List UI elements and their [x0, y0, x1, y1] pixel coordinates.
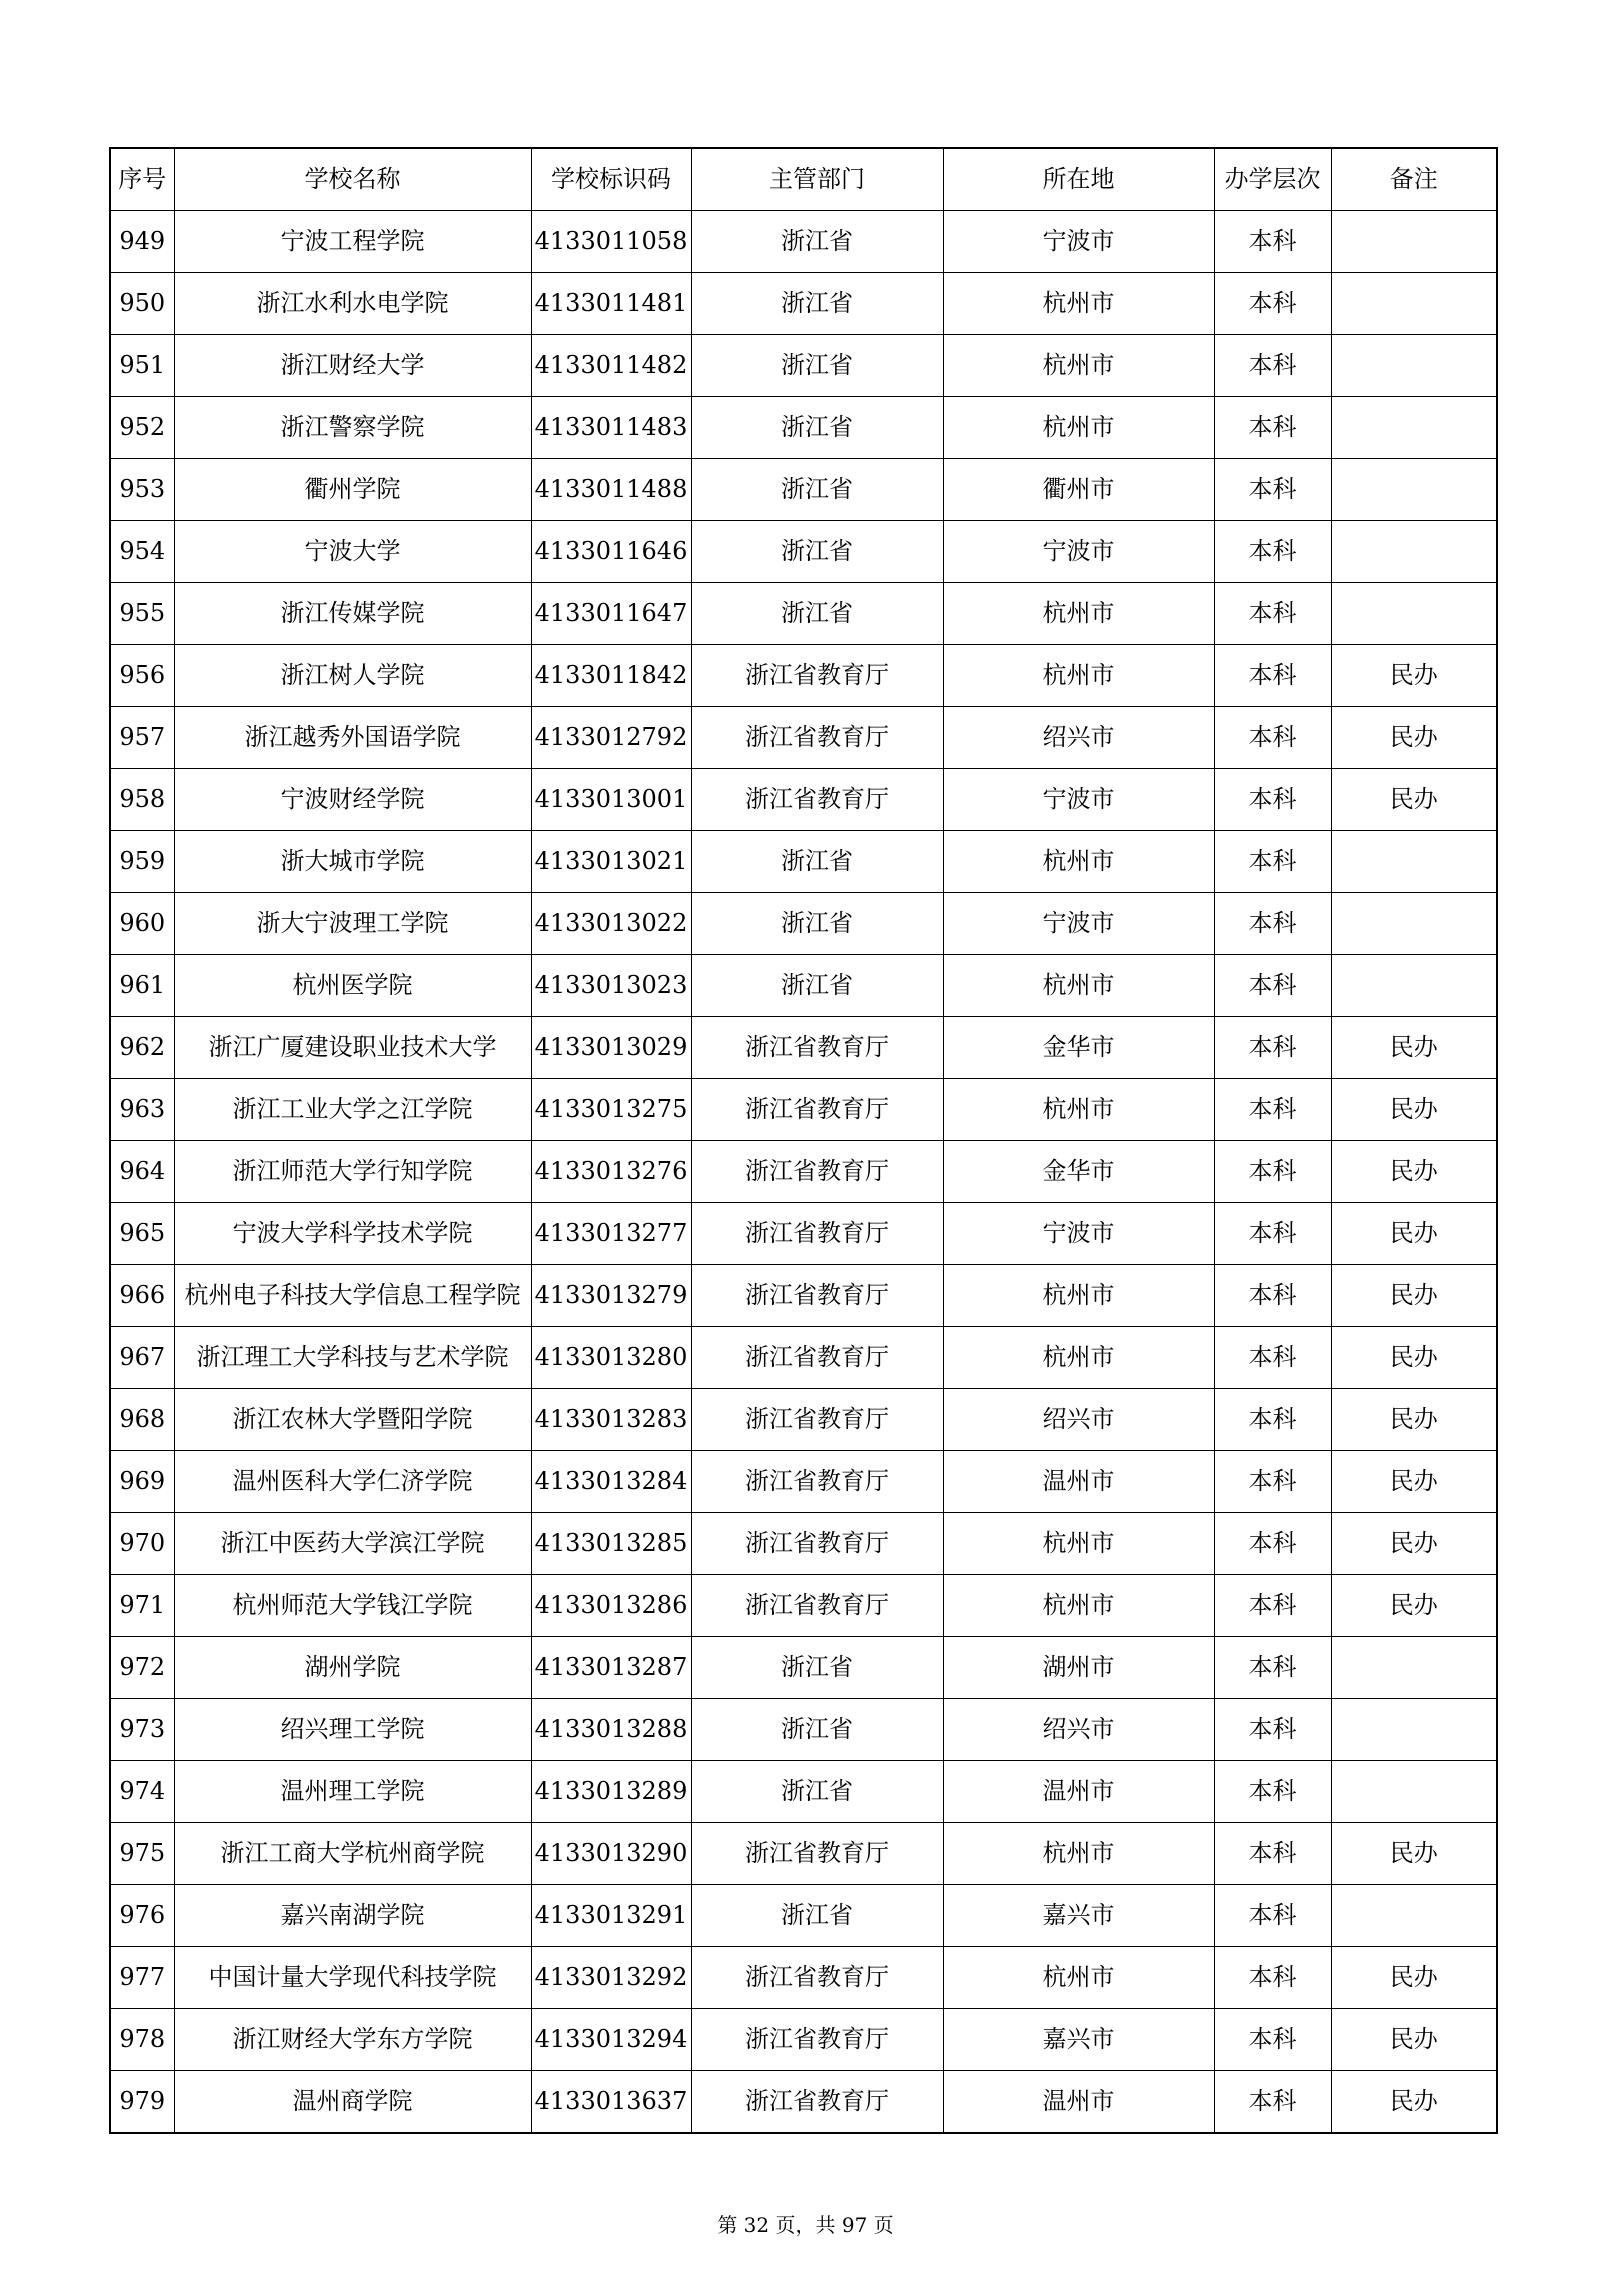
school-name-cell: 杭州电子科技大学信息工程学院: [174, 1265, 531, 1327]
school-code-cell: 4133013022: [531, 893, 691, 955]
table-row: [110, 1637, 1497, 1699]
level-cell: 本科: [1214, 1513, 1331, 1575]
school-name-cell: 宁波大学: [174, 521, 531, 583]
school-code-cell: 4133013288: [531, 1699, 691, 1761]
table-row: [110, 211, 1497, 273]
level-cell: 本科: [1214, 769, 1331, 831]
remark-cell: [1331, 1761, 1497, 1823]
table-row: [110, 645, 1497, 707]
seq-cell: 960: [110, 893, 174, 955]
school-code-cell: 4133013279: [531, 1265, 691, 1327]
table-row: [110, 2009, 1497, 2071]
school-code-cell: 4133011646: [531, 521, 691, 583]
department-cell: 浙江省教育厅: [691, 1823, 943, 1885]
seq-cell: 961: [110, 955, 174, 1017]
department-cell: 浙江省: [691, 831, 943, 893]
remark-cell: 民办: [1331, 1947, 1497, 2009]
seq-cell: 966: [110, 1265, 174, 1327]
level-cell: 本科: [1214, 211, 1331, 273]
level-cell: 本科: [1214, 273, 1331, 335]
school-code-cell: 4133013023: [531, 955, 691, 1017]
level-cell: 本科: [1214, 1885, 1331, 1947]
remark-cell: 民办: [1331, 1575, 1497, 1637]
school-name-cell: 嘉兴南湖学院: [174, 1885, 531, 1947]
seq-cell: 975: [110, 1823, 174, 1885]
location-cell: 金华市: [943, 1141, 1214, 1203]
level-cell: 本科: [1214, 1823, 1331, 1885]
header-cell: 学校名称: [174, 148, 531, 211]
school-code-cell: 4133011482: [531, 335, 691, 397]
seq-cell: 976: [110, 1885, 174, 1947]
location-cell: 宁波市: [943, 211, 1214, 273]
remark-cell: [1331, 211, 1497, 273]
level-cell: 本科: [1214, 397, 1331, 459]
table-row: [110, 1451, 1497, 1513]
seq-cell: 971: [110, 1575, 174, 1637]
remark-cell: 民办: [1331, 769, 1497, 831]
seq-cell: 969: [110, 1451, 174, 1513]
department-cell: 浙江省教育厅: [691, 1265, 943, 1327]
table-row: [110, 1141, 1497, 1203]
header-cell: 所在地: [943, 148, 1214, 211]
table-row: [110, 1203, 1497, 1265]
location-cell: 杭州市: [943, 1823, 1214, 1885]
location-cell: 宁波市: [943, 769, 1214, 831]
department-cell: 浙江省: [691, 521, 943, 583]
level-cell: 本科: [1214, 1203, 1331, 1265]
header-cell: 办学层次: [1214, 148, 1331, 211]
page-number: 第 32 页，共 97 页: [717, 2213, 894, 2237]
remark-cell: 民办: [1331, 645, 1497, 707]
location-cell: 绍兴市: [943, 707, 1214, 769]
department-cell: 浙江省教育厅: [691, 1451, 943, 1513]
location-cell: 金华市: [943, 1017, 1214, 1079]
seq-cell: 957: [110, 707, 174, 769]
location-cell: 杭州市: [943, 645, 1214, 707]
school-name-cell: 绍兴理工学院: [174, 1699, 531, 1761]
table-header-row: [110, 148, 1497, 211]
seq-cell: 952: [110, 397, 174, 459]
table-row: [110, 1947, 1497, 2009]
table-row: [110, 335, 1497, 397]
table-row: [110, 1327, 1497, 1389]
level-cell: 本科: [1214, 1761, 1331, 1823]
level-cell: 本科: [1214, 1947, 1331, 2009]
level-cell: 本科: [1214, 521, 1331, 583]
department-cell: 浙江省教育厅: [691, 769, 943, 831]
remark-cell: 民办: [1331, 1017, 1497, 1079]
school-name-cell: 浙江水利水电学院: [174, 273, 531, 335]
level-cell: 本科: [1214, 2071, 1331, 2134]
table-row: [110, 1761, 1497, 1823]
level-cell: 本科: [1214, 1389, 1331, 1451]
department-cell: 浙江省教育厅: [691, 1575, 943, 1637]
table-row: [110, 955, 1497, 1017]
location-cell: 杭州市: [943, 831, 1214, 893]
location-cell: 杭州市: [943, 583, 1214, 645]
remark-cell: 民办: [1331, 1823, 1497, 1885]
header-cell: 学校标识码: [531, 148, 691, 211]
location-cell: 杭州市: [943, 397, 1214, 459]
location-cell: 杭州市: [943, 1327, 1214, 1389]
seq-cell: 954: [110, 521, 174, 583]
remark-cell: 民办: [1331, 1513, 1497, 1575]
level-cell: 本科: [1214, 1079, 1331, 1141]
remark-cell: [1331, 955, 1497, 1017]
school-code-cell: 4133011058: [531, 211, 691, 273]
location-cell: 杭州市: [943, 1947, 1214, 2009]
department-cell: 浙江省教育厅: [691, 2071, 943, 2134]
remark-cell: [1331, 273, 1497, 335]
remark-cell: [1331, 1885, 1497, 1947]
remark-cell: 民办: [1331, 1389, 1497, 1451]
location-cell: 温州市: [943, 1451, 1214, 1513]
school-code-cell: 4133013285: [531, 1513, 691, 1575]
remark-cell: [1331, 831, 1497, 893]
department-cell: 浙江省: [691, 211, 943, 273]
school-code-cell: 4133013277: [531, 1203, 691, 1265]
department-cell: 浙江省: [691, 397, 943, 459]
school-name-cell: 浙江工商大学杭州商学院: [174, 1823, 531, 1885]
department-cell: 浙江省教育厅: [691, 1017, 943, 1079]
school-list-table: [109, 147, 1498, 2134]
location-cell: 杭州市: [943, 1265, 1214, 1327]
department-cell: 浙江省教育厅: [691, 1203, 943, 1265]
level-cell: 本科: [1214, 335, 1331, 397]
location-cell: 杭州市: [943, 273, 1214, 335]
department-cell: 浙江省教育厅: [691, 645, 943, 707]
school-code-cell: 4133013286: [531, 1575, 691, 1637]
remark-cell: [1331, 583, 1497, 645]
remark-cell: [1331, 1699, 1497, 1761]
department-cell: 浙江省: [691, 955, 943, 1017]
remark-cell: [1331, 521, 1497, 583]
table-row: [110, 769, 1497, 831]
school-name-cell: 浙江财经大学: [174, 335, 531, 397]
school-name-cell: 浙江师范大学行知学院: [174, 1141, 531, 1203]
remark-cell: [1331, 1637, 1497, 1699]
department-cell: 浙江省: [691, 1699, 943, 1761]
level-cell: 本科: [1214, 583, 1331, 645]
level-cell: 本科: [1214, 1575, 1331, 1637]
seq-cell: 953: [110, 459, 174, 521]
school-code-cell: 4133011483: [531, 397, 691, 459]
level-cell: 本科: [1214, 1017, 1331, 1079]
seq-cell: 955: [110, 583, 174, 645]
school-name-cell: 浙江传媒学院: [174, 583, 531, 645]
seq-cell: 962: [110, 1017, 174, 1079]
seq-cell: 977: [110, 1947, 174, 2009]
seq-cell: 972: [110, 1637, 174, 1699]
remark-cell: 民办: [1331, 1265, 1497, 1327]
table-row: [110, 459, 1497, 521]
table-row: [110, 1699, 1497, 1761]
remark-cell: 民办: [1331, 1141, 1497, 1203]
table-row: [110, 521, 1497, 583]
level-cell: 本科: [1214, 707, 1331, 769]
school-code-cell: 4133012792: [531, 707, 691, 769]
header-cell: 备注: [1331, 148, 1497, 211]
location-cell: 宁波市: [943, 521, 1214, 583]
location-cell: 杭州市: [943, 1513, 1214, 1575]
table-row: [110, 893, 1497, 955]
school-name-cell: 温州理工学院: [174, 1761, 531, 1823]
school-code-cell: 4133013029: [531, 1017, 691, 1079]
department-cell: 浙江省: [691, 1885, 943, 1947]
header-cell: 主管部门: [691, 148, 943, 211]
level-cell: 本科: [1214, 1451, 1331, 1513]
table-row: [110, 2071, 1497, 2134]
school-code-cell: 4133011488: [531, 459, 691, 521]
department-cell: 浙江省: [691, 583, 943, 645]
location-cell: 衢州市: [943, 459, 1214, 521]
school-name-cell: 浙江财经大学东方学院: [174, 2009, 531, 2071]
seq-cell: 973: [110, 1699, 174, 1761]
school-name-cell: 浙江中医药大学滨江学院: [174, 1513, 531, 1575]
location-cell: 湖州市: [943, 1637, 1214, 1699]
school-code-cell: 4133013284: [531, 1451, 691, 1513]
remark-cell: 民办: [1331, 1327, 1497, 1389]
remark-cell: 民办: [1331, 2071, 1497, 2134]
department-cell: 浙江省: [691, 459, 943, 521]
header-cell: 序号: [110, 148, 174, 211]
table-row: [110, 1513, 1497, 1575]
seq-cell: 958: [110, 769, 174, 831]
school-code-cell: 4133011842: [531, 645, 691, 707]
seq-cell: 963: [110, 1079, 174, 1141]
location-cell: 嘉兴市: [943, 2009, 1214, 2071]
department-cell: 浙江省教育厅: [691, 1079, 943, 1141]
location-cell: 宁波市: [943, 1203, 1214, 1265]
seq-cell: 979: [110, 2071, 174, 2134]
department-cell: 浙江省教育厅: [691, 2009, 943, 2071]
school-name-cell: 温州医科大学仁济学院: [174, 1451, 531, 1513]
remark-cell: 民办: [1331, 707, 1497, 769]
school-name-cell: 中国计量大学现代科技学院: [174, 1947, 531, 2009]
table-row: [110, 1823, 1497, 1885]
school-code-cell: 4133013021: [531, 831, 691, 893]
department-cell: 浙江省: [691, 1761, 943, 1823]
school-name-cell: 浙江警察学院: [174, 397, 531, 459]
remark-cell: 民办: [1331, 1451, 1497, 1513]
remark-cell: [1331, 893, 1497, 955]
level-cell: 本科: [1214, 1265, 1331, 1327]
location-cell: 嘉兴市: [943, 1885, 1214, 1947]
school-name-cell: 宁波大学科学技术学院: [174, 1203, 531, 1265]
school-code-cell: 4133013276: [531, 1141, 691, 1203]
school-code-cell: 4133013001: [531, 769, 691, 831]
table-row: [110, 1575, 1497, 1637]
table-row: [110, 1389, 1497, 1451]
location-cell: 温州市: [943, 2071, 1214, 2134]
school-name-cell: 温州商学院: [174, 2071, 531, 2134]
school-code-cell: 4133013280: [531, 1327, 691, 1389]
school-name-cell: 浙大城市学院: [174, 831, 531, 893]
seq-cell: 968: [110, 1389, 174, 1451]
school-code-cell: 4133011481: [531, 273, 691, 335]
school-code-cell: 4133013287: [531, 1637, 691, 1699]
level-cell: 本科: [1214, 893, 1331, 955]
seq-cell: 965: [110, 1203, 174, 1265]
level-cell: 本科: [1214, 1141, 1331, 1203]
school-name-cell: 浙江广厦建设职业技术大学: [174, 1017, 531, 1079]
school-name-cell: 宁波工程学院: [174, 211, 531, 273]
table-row: [110, 707, 1497, 769]
school-name-cell: 杭州医学院: [174, 955, 531, 1017]
seq-cell: 950: [110, 273, 174, 335]
seq-cell: 974: [110, 1761, 174, 1823]
seq-cell: 978: [110, 2009, 174, 2071]
school-code-cell: 4133013292: [531, 1947, 691, 2009]
school-name-cell: 浙江理工大学科技与艺术学院: [174, 1327, 531, 1389]
department-cell: 浙江省: [691, 1637, 943, 1699]
location-cell: 杭州市: [943, 1079, 1214, 1141]
remark-cell: 民办: [1331, 1079, 1497, 1141]
location-cell: 绍兴市: [943, 1699, 1214, 1761]
location-cell: 温州市: [943, 1761, 1214, 1823]
school-code-cell: 4133013275: [531, 1079, 691, 1141]
school-name-cell: 湖州学院: [174, 1637, 531, 1699]
school-code-cell: 4133013294: [531, 2009, 691, 2071]
school-name-cell: 浙江树人学院: [174, 645, 531, 707]
school-name-cell: 浙江工业大学之江学院: [174, 1079, 531, 1141]
seq-cell: 964: [110, 1141, 174, 1203]
remark-cell: 民办: [1331, 2009, 1497, 2071]
department-cell: 浙江省教育厅: [691, 707, 943, 769]
location-cell: 绍兴市: [943, 1389, 1214, 1451]
school-name-cell: 宁波财经学院: [174, 769, 531, 831]
level-cell: 本科: [1214, 955, 1331, 1017]
school-name-cell: 衢州学院: [174, 459, 531, 521]
school-code-cell: 4133011647: [531, 583, 691, 645]
location-cell: 宁波市: [943, 893, 1214, 955]
location-cell: 杭州市: [943, 1575, 1214, 1637]
level-cell: 本科: [1214, 2009, 1331, 2071]
remark-cell: 民办: [1331, 1203, 1497, 1265]
department-cell: 浙江省教育厅: [691, 1513, 943, 1575]
table-row: [110, 397, 1497, 459]
seq-cell: 967: [110, 1327, 174, 1389]
department-cell: 浙江省: [691, 893, 943, 955]
table-row: [110, 1885, 1497, 1947]
school-name-cell: 浙江农林大学暨阳学院: [174, 1389, 531, 1451]
remark-cell: [1331, 397, 1497, 459]
table-body: [110, 211, 1497, 2134]
table-row: [110, 583, 1497, 645]
school-name-cell: 浙江越秀外国语学院: [174, 707, 531, 769]
location-cell: 杭州市: [943, 955, 1214, 1017]
department-cell: 浙江省教育厅: [691, 1327, 943, 1389]
seq-cell: 959: [110, 831, 174, 893]
level-cell: 本科: [1214, 1327, 1331, 1389]
level-cell: 本科: [1214, 645, 1331, 707]
school-name-cell: 杭州师范大学钱江学院: [174, 1575, 531, 1637]
department-cell: 浙江省: [691, 273, 943, 335]
seq-cell: 956: [110, 645, 174, 707]
location-cell: 杭州市: [943, 335, 1214, 397]
table-row: [110, 831, 1497, 893]
school-name-cell: 浙大宁波理工学院: [174, 893, 531, 955]
department-cell: 浙江省教育厅: [691, 1389, 943, 1451]
level-cell: 本科: [1214, 1637, 1331, 1699]
table-row: [110, 273, 1497, 335]
school-code-cell: 4133013290: [531, 1823, 691, 1885]
department-cell: 浙江省教育厅: [691, 1947, 943, 2009]
school-code-cell: 4133013637: [531, 2071, 691, 2134]
level-cell: 本科: [1214, 459, 1331, 521]
department-cell: 浙江省教育厅: [691, 1141, 943, 1203]
table-row: [110, 1017, 1497, 1079]
seq-cell: 949: [110, 211, 174, 273]
level-cell: 本科: [1214, 1699, 1331, 1761]
table-row: [110, 1265, 1497, 1327]
remark-cell: [1331, 459, 1497, 521]
department-cell: 浙江省: [691, 335, 943, 397]
school-code-cell: 4133013291: [531, 1885, 691, 1947]
table-row: [110, 1079, 1497, 1141]
seq-cell: 951: [110, 335, 174, 397]
school-code-cell: 4133013283: [531, 1389, 691, 1451]
seq-cell: 970: [110, 1513, 174, 1575]
school-code-cell: 4133013289: [531, 1761, 691, 1823]
level-cell: 本科: [1214, 831, 1331, 893]
remark-cell: [1331, 335, 1497, 397]
